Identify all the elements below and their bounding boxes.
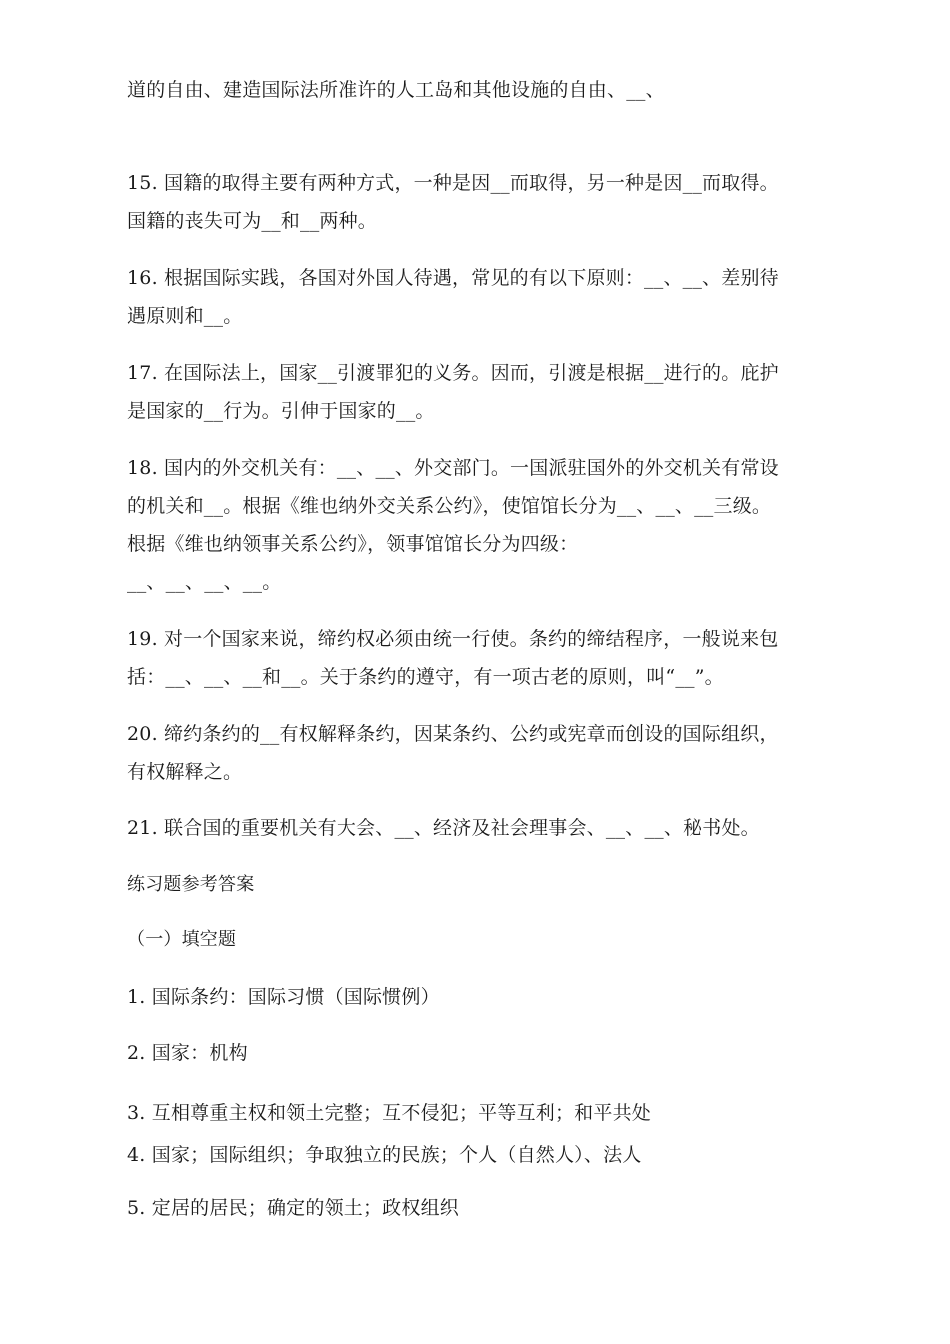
question-19-line-2: 括：__、__、__和__。关于条约的遵守，有一项古老的原则，叫“__”。 bbox=[127, 666, 724, 688]
question-20-line-2: 有权解释之。 bbox=[127, 761, 243, 783]
answer-2: 2. 国家：机构 bbox=[127, 1042, 248, 1064]
question-20-line-1: 20. 缔约条约的__有权解释条约，因某条约、公约或宪章而创设的国际组织， bbox=[127, 723, 779, 745]
question-18-line-1: 18. 国内的外交机关有：__、__、外交部门。一国派驻国外的外交机关有常设 bbox=[127, 457, 779, 479]
answer-4: 4. 国家；国际组织；争取独立的民族；个人（自然人）、法人 bbox=[127, 1144, 642, 1166]
question-19-line-1: 19. 对一个国家来说，缔约权必须由统一行使。条约的缔结程序，一般说来包 bbox=[127, 628, 779, 650]
text-line: 道的自由、建造国际法所准许的人工岛和其他设施的自由、__、 bbox=[127, 79, 665, 101]
fill-blank-heading: （一）填空题 bbox=[127, 929, 237, 950]
answers-heading: 练习题参考答案 bbox=[127, 874, 255, 895]
question-15-line-1: 15. 国籍的取得主要有两种方式，一种是因__而取得，另一种是因__而取得。 bbox=[127, 172, 779, 194]
answer-3: 3. 互相尊重主权和领土完整；互不侵犯；平等互利；和平共处 bbox=[127, 1102, 651, 1124]
question-16-line-2: 遇原则和__。 bbox=[127, 305, 243, 327]
answer-5: 5. 定居的居民；确定的领土；政权组织 bbox=[127, 1197, 459, 1219]
question-18-line-3: 根据《维也纳领事关系公约》，领事馆馆长分为四级： bbox=[127, 533, 579, 555]
question-18-line-2: 的机关和__。根据《维也纳外交关系公约》，使馆馆长分为__、__、__三级。 bbox=[127, 495, 772, 517]
question-17-line-1: 17. 在国际法上，国家__引渡罪犯的义务。因而，引渡是根据__进行的。庇护 bbox=[127, 362, 779, 384]
question-16-line-1: 16. 根据国际实践，各国对外国人待遇，常见的有以下原则：__、__、差别待 bbox=[127, 267, 779, 289]
question-18-line-4: __、__、__、__。 bbox=[127, 571, 282, 593]
question-17-line-2: 是国家的__行为。引伸于国家的__。 bbox=[127, 400, 435, 422]
answer-1: 1. 国际条约：国际习惯（国际惯例） bbox=[127, 986, 440, 1008]
question-21-line: 21. 联合国的重要机关有大会、__、经济及社会理事会、__、__、秘书处。 bbox=[127, 817, 760, 839]
question-15-line-2: 国籍的丧失可为__和__两种。 bbox=[127, 210, 378, 232]
